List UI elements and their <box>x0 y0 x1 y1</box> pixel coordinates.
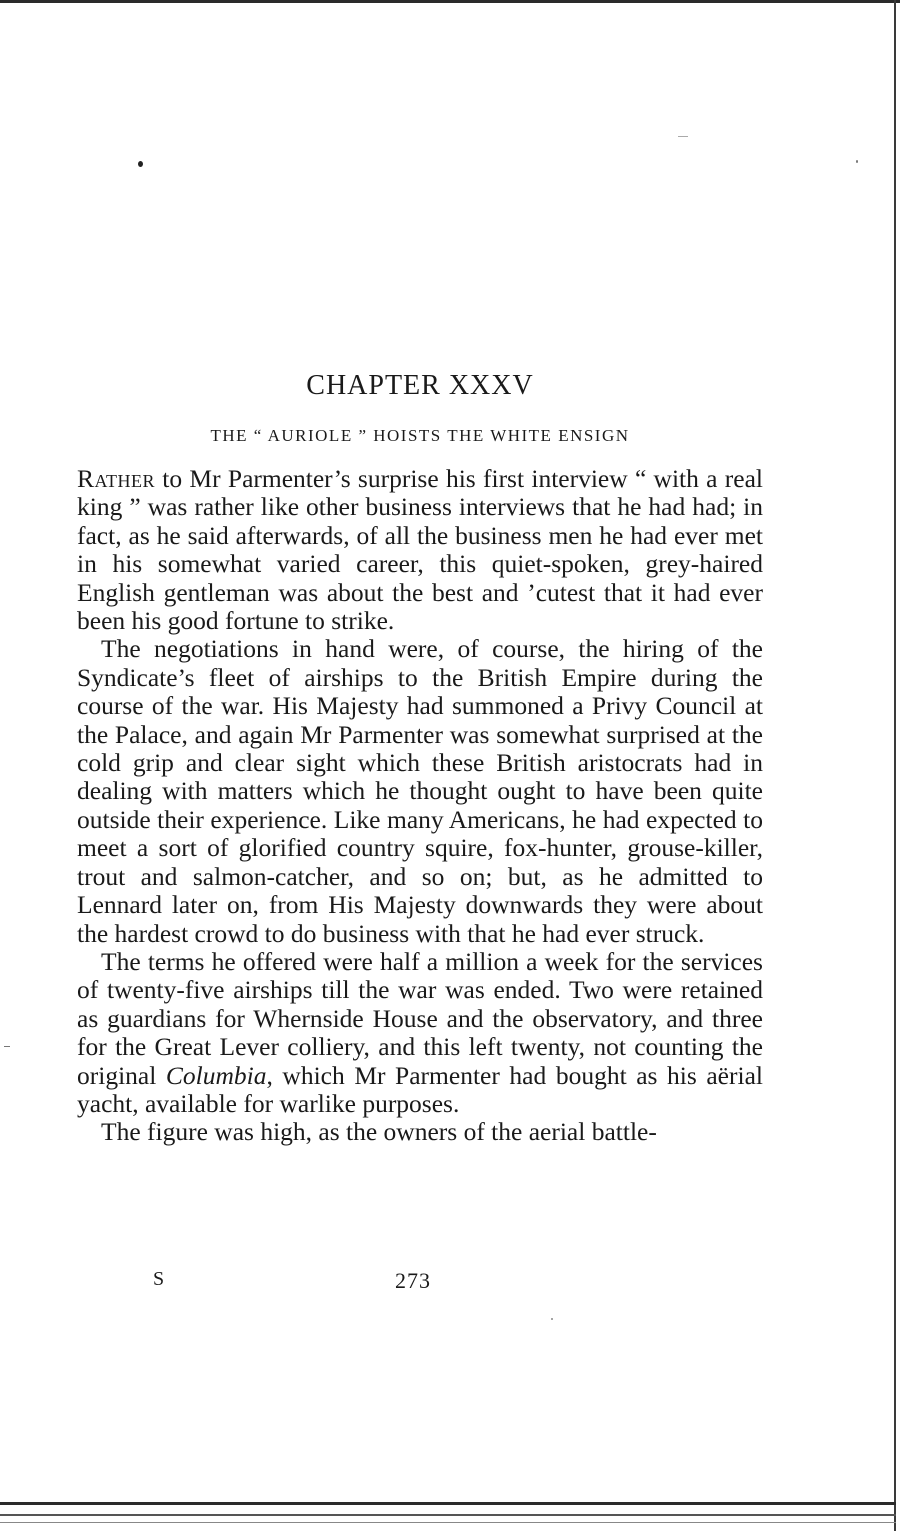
chapter-subtitle: THE “ AURIOLE ” HOISTS THE WHITE ENSIGN <box>210 426 630 445</box>
page-number: 273 <box>395 1268 431 1293</box>
signature-mark: S <box>153 1268 166 1290</box>
body-text <box>77 465 763 1147</box>
print-speck <box>4 1046 10 1047</box>
paragraph-text: to Mr Parmenter’s surprise his first interview “ with a real king ” was rather like other business interviews that he had had; in fact, as he said afterwards, of all the business men he had ever met in his somewhat varied career, this quiet-spoken, grey-haired English gentleman was about the best and ’cutest that it had ever been his good fortune to strike. <box>77 464 763 636</box>
paragraph-text: The negotiations in hand were, of course, the hiring of the Syndicate’s fleet of airships to the British Empire during the course of the war. His Majesty had summoned a Privy Council at the Palace, and again Mr Parmenter was somewhat surprised at the cold grip and clear sight which these British aristocrats had in dealing with matters which he thought ought to have been quite outside their experience. Like many Americans, he had expected to meet a sort of glorified country squire, fox-hunter, grouse-killer, trout and salmon-catcher, and so on; but, as he admitted to Lennard later on, from His Majesty downwards they were about the hardest crowd to do business with that he had ever struck. <box>77 634 763 948</box>
bottom-rule <box>0 1514 896 1516</box>
print-speck <box>551 1318 553 1320</box>
paragraph-text: , which Mr Parmenter had bought as his aërial yacht, available for warlike purposes. <box>77 1060 763 1118</box>
page-top-edge <box>0 0 900 3</box>
paragraph-1 <box>77 465 763 635</box>
bottom-rule <box>0 1522 896 1523</box>
bottom-rule <box>0 1502 896 1505</box>
paragraph-lead-word: Rather <box>77 464 156 493</box>
print-speck <box>138 161 143 167</box>
print-speck <box>856 160 858 163</box>
paragraph-4 <box>77 1118 763 1146</box>
paragraph-3 <box>77 948 763 1118</box>
chapter-heading: CHAPTER XXXV <box>306 370 534 401</box>
page-right-edge <box>894 0 896 1531</box>
paragraph-text: The figure was high, as the owners of the aerial battle- <box>101 1117 657 1147</box>
ship-name-italic: Columbia <box>165 1060 267 1090</box>
paragraph-2 <box>77 635 763 947</box>
paragraph-text: The terms he offered were half a million a week for the services of twenty-five airships till the war was ended. Two were retained as guardians for Whernside House and the observatory, and three for the Great Lever colliery, and this left twenty, not counting the original <box>77 946 763 1090</box>
print-speck <box>678 136 688 137</box>
